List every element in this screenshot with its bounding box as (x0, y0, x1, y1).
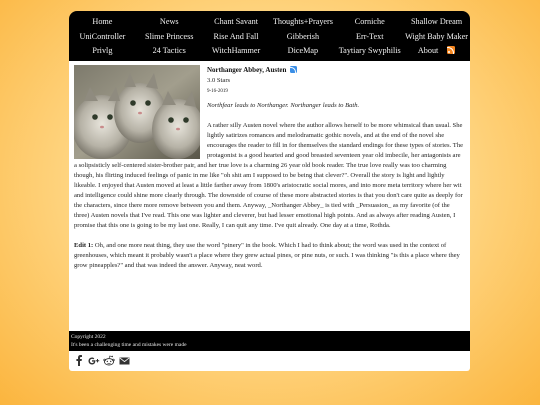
feed-icon[interactable] (290, 66, 297, 73)
reddit-icon[interactable] (103, 355, 115, 367)
nav-wight-baby-maker[interactable]: Wight Baby Maker (405, 31, 469, 41)
nav-shallow-dream[interactable]: Shallow Dream (410, 17, 463, 26)
post-title[interactable]: Northanger Abbey, Austen (207, 65, 287, 74)
nav-about-group (403, 44, 470, 59)
nav-privlg[interactable]: Privlg (92, 46, 113, 55)
post-date: 9-16-2019 (207, 88, 228, 94)
nav-gibberish[interactable]: Gibberish (286, 31, 320, 41)
cat-photo (74, 65, 200, 159)
nav-rise-and-fall[interactable]: Rise And Fall (213, 31, 259, 41)
google-plus-icon[interactable] (88, 355, 100, 367)
nav-news[interactable]: News (159, 17, 179, 26)
nav-row-2 (69, 30, 470, 45)
copyright: Copyright 2022 (71, 333, 106, 340)
edit-label: Edit 1: (74, 241, 94, 249)
nav-24-tactics[interactable]: 24 Tactics (152, 46, 186, 55)
nav-chant-savant[interactable]: Chant Savant (214, 17, 259, 26)
nav-dicemap[interactable]: DiceMap (287, 46, 319, 55)
facebook-icon[interactable] (73, 355, 85, 367)
nav-taytiary-swyphilis[interactable]: Taytiary Swyphilis (338, 46, 401, 55)
nav-corniche[interactable]: Corniche (354, 17, 385, 26)
top-navigation (69, 11, 470, 61)
social-share-bar (69, 351, 470, 371)
nav-row-3 (69, 44, 470, 59)
nav-row-1 (69, 15, 470, 30)
nav-home[interactable]: Home (92, 17, 113, 26)
footer (69, 331, 470, 351)
post-rating: 3.0 Stars (207, 76, 231, 84)
nav-thoughts-prayers[interactable]: Thoughts+Prayers (272, 17, 333, 26)
nav-slime-princess[interactable]: Slime Princess (145, 31, 194, 41)
nav-err-text[interactable]: Err-Text (356, 31, 384, 41)
rss-icon[interactable] (447, 46, 455, 54)
edit-text: Oh, and one more neat thing, they use the word "pinery" in the book. Which I had to think about; the word was used in the context of greenhouses, which meant it probably wasn't a place where they grew actual pines, or pine nuts, or such. I was thinking "is this a place where they grow pineapples?" and that was indeed the answer. Anyway, neat word. (74, 241, 460, 269)
nav-about[interactable]: About (417, 46, 439, 55)
post-content (69, 61, 470, 331)
nav-witchhammer[interactable]: WitchHammer (211, 46, 261, 55)
post-lede: Northfear leads to Northanger. Northanger leads to Bath. (207, 101, 360, 109)
email-icon[interactable] (118, 355, 130, 367)
page-container (69, 11, 470, 371)
nav-unicontroller[interactable]: UniController (79, 31, 126, 41)
post-edit (74, 241, 465, 271)
post-body: A rather silly Austen novel where the author allows herself to be more whimsical than usual. She lightly satirizes romances and melodramatic gothic novels, and at the end of the novel she encourages the reader to fill in for themselves the standard endings for these types of stories. The protagonist is a good hearted and good breasted seventeen year old imbecile, her antagonists are a solipsisticly self-centered sister-brother pair, and her true love is a charming 26 year old book reader. The true love really was too charming though, his flirting induced feelings of panic in me like "oh shit am I supposed to be being that clever?". Overall the story is light and lightly likeable. I enjoyed that Austen moved at least a little farther away from 1800's aristocratic social mores, and into more meta territory where her wit and intelligence could shine more clearly through. The downside of course of these more abstracted stories is that you don't care quite as deeply for the characters, since there more remove between you and them. Anyway, _Northanger Abbey_ is tied with _Persuasion_ as my favorite (of the three) Austen novels that I've read. This one was lighter and cleverer, but had lesser emotional high points. And as always after reading Austen, I promise that this one is going to be my last one. Really, I can quit any time. I've quit already. One day at a time, Rothda. (74, 121, 464, 229)
footer-tagline: It's been a challenging time and mistakes were made (71, 341, 187, 348)
